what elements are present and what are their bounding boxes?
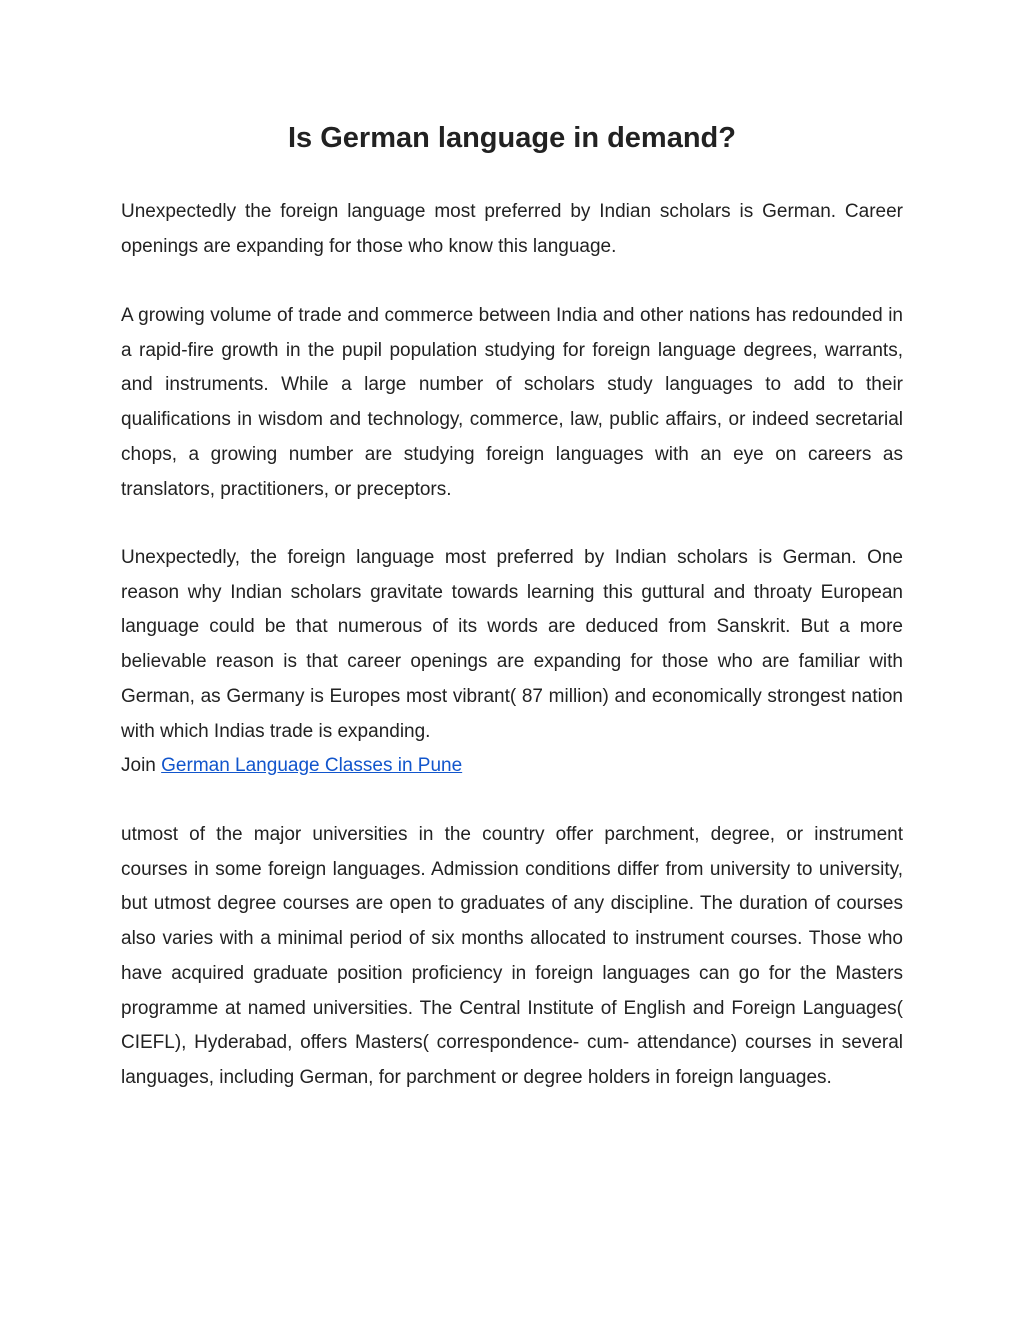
paragraph-intro: Unexpectedly the foreign language most preferred by Indian scholars is German. Career openings are expanding for those who know this language.	[121, 201, 903, 257]
paragraph-universities: utmost of the major universities in the country offer parchment, degree, or instrument courses in some foreign languages. Admission conditions differ from university to university, but utmost degree courses are open to graduates of any discipline. The duration of courses also varies with a minimal period of six months allocated to instrument courses. Those who have acquired graduate position proficiency in foreign languages can go for the Masters programme at named universities. The Central Institute of English and Foreign Languages( CIEFL), Hyderabad, offers Masters( correspondence- cum- attendance) courses in several languages, including German, for parchment or degree holders in foreign languages.	[121, 824, 903, 1088]
join-line	[121, 749, 903, 784]
paragraph-trade: A growing volume of trade and commerce between India and other nations has redounded in a rapid-fire growth in the pupil population studying for foreign language degrees, warrants, and instruments. While a large number of scholars study languages to add to their qualifications in wisdom and technology, commerce, law, public affairs, or indeed secretarial chops, a growing number are studying foreign languages with an eye on careers as translators, practitioners, or preceptors.	[121, 305, 903, 500]
join-prefix: Join	[121, 755, 156, 777]
paragraph-german-preference-text: Unexpectedly, the foreign language most preferred by Indian scholars is German. One reason why Indian scholars gravitate towards learning this guttural and throaty European language could be that numerous of its words are deduced from Sanskrit. But a more believable reason is that career openings are expanding for those who are familiar with German, as Germany is Europes most vibrant( 87 million) and economically strongest nation with which Indias trade is expanding.	[121, 547, 903, 742]
paragraph-german-preference	[121, 541, 903, 784]
document-title: Is German language in demand?	[288, 122, 736, 154]
german-classes-link[interactable]: German Language Classes in Pune	[161, 755, 463, 777]
